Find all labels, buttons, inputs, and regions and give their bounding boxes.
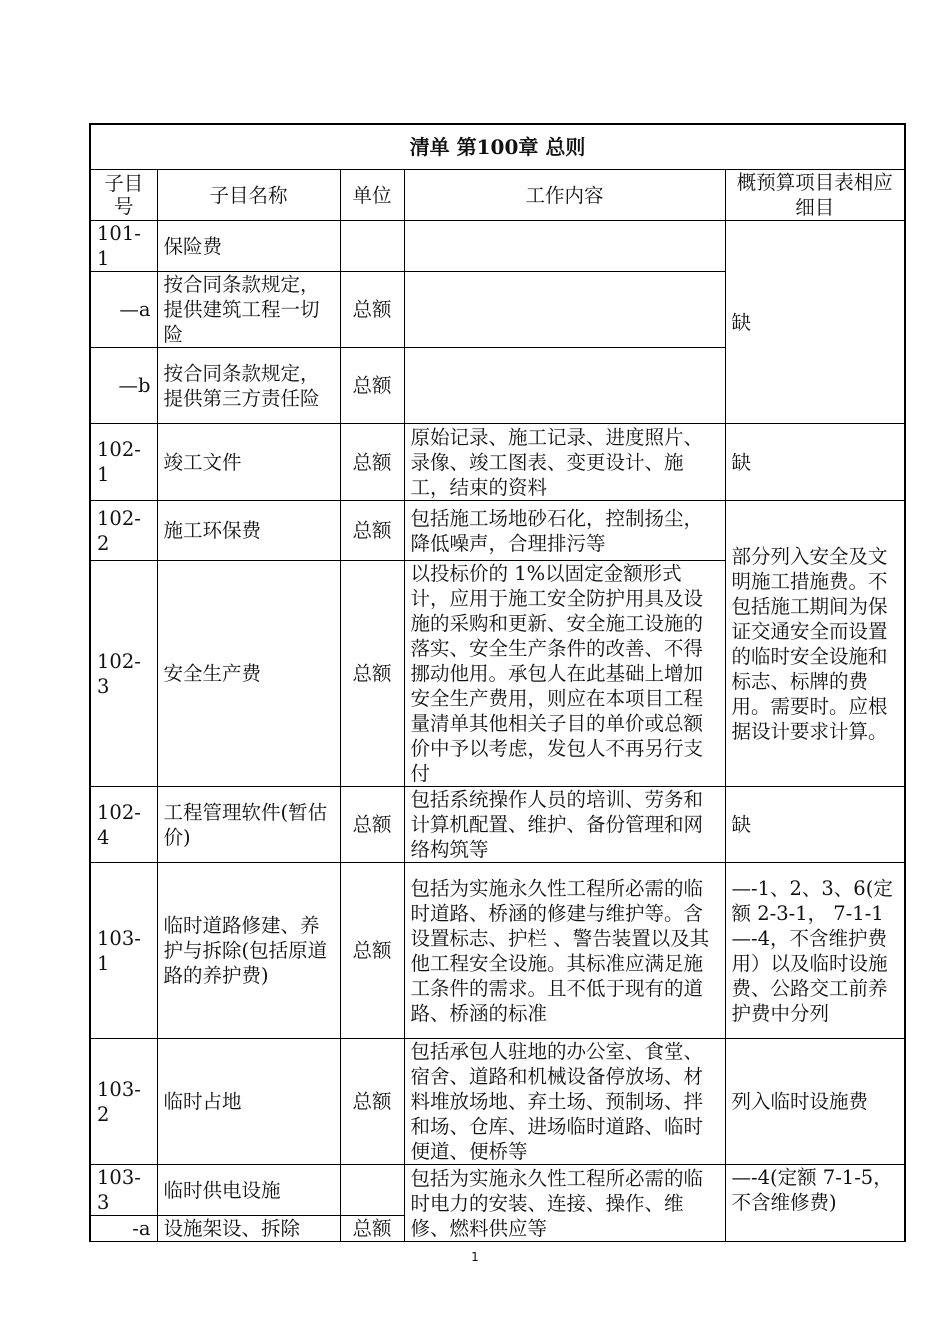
row-code: 102-3: [90, 561, 157, 787]
row-name: 设施架设、拆除: [157, 1216, 340, 1242]
header-unit: 单位: [340, 170, 404, 221]
row-unit: [340, 1165, 404, 1216]
row-budget: 部分列入安全及文明施工措施费。不包括施工期间为保证交通安全而设置的临时安全设施和标志、标牌的费用。需要时。应根据设计要求计算。: [725, 501, 905, 787]
row-budget: 列入临时设施费: [725, 1039, 905, 1165]
row-budget: —-1、2、3、6(定额 2-3-1， 7-1-1—-4，不含维护费用）以及临时设施费、公路交工前养护费中分列: [725, 863, 905, 1039]
row-content: 原始记录、施工记录、进度照片、录像、竣工图表、变更设计、施工，结束的资料: [404, 424, 725, 501]
row-content: 包括为实施永久性工程所必需的临时电力的安装、连接、操作、维修、燃料供应等: [404, 1165, 725, 1242]
row-budget: 缺: [725, 787, 905, 863]
row-name: 临时供电设施: [157, 1165, 340, 1216]
row-unit: 总额: [340, 424, 404, 501]
bill-of-quantities-table: [89, 123, 906, 1242]
row-code: 103-1: [90, 863, 157, 1039]
row-unit: 总额: [340, 863, 404, 1039]
row-content: 包括系统操作人员的培训、劳务和计算机配置、维护、备份管理和网络构筑等: [404, 787, 725, 863]
row-code: 102-1: [90, 424, 157, 501]
row-code: 102-4: [90, 787, 157, 863]
row-budget: 缺: [725, 221, 905, 424]
row-budget: 缺: [725, 424, 905, 501]
table-row: [90, 787, 905, 863]
row-code: -a: [90, 1216, 157, 1242]
header-code: 子目号: [90, 170, 157, 221]
row-budget: —-4(定额 7-1-5，不含维修费): [725, 1165, 905, 1242]
row-content: [404, 348, 725, 424]
row-unit: 总额: [340, 501, 404, 561]
row-unit: 总额: [340, 348, 404, 424]
table-row: [90, 1165, 905, 1216]
row-content: [404, 272, 725, 348]
row-content: [404, 221, 725, 272]
row-unit: 总额: [340, 561, 404, 787]
row-content: 包括承包人驻地的办公室、食堂、宿舍、道路和机械设备停放场、材料堆放场地、弃土场、预制场、拌和场、仓库、进场临时道路、临时便道、便桥等: [404, 1039, 725, 1165]
header-row: [90, 170, 905, 221]
row-code: —a: [90, 272, 157, 348]
header-content: 工作内容: [404, 170, 725, 221]
row-name: 竣工文件: [157, 424, 340, 501]
header-budget: 概预算项目表相应细目: [725, 170, 905, 221]
row-code: 103-3: [90, 1165, 157, 1216]
row-content: 包括为实施永久性工程所必需的临时道路、桥涵的修建与维护等。含设置标志、护栏 、警告装置以及其他工程安全设施。其标准应满足施工条件的需求。且不低于现有的道路、桥涵的标准: [404, 863, 725, 1039]
row-unit: 总额: [340, 272, 404, 348]
row-code: 103-2: [90, 1039, 157, 1165]
row-name: 保险费: [157, 221, 340, 272]
row-name: 按合同条款规定，提供建筑工程一切险: [157, 272, 340, 348]
row-unit: 总额: [340, 1216, 404, 1242]
table-row: [90, 863, 905, 1039]
row-code: —b: [90, 348, 157, 424]
row-name: 施工环保费: [157, 501, 340, 561]
row-code: 102-2: [90, 501, 157, 561]
title-row: [90, 124, 905, 170]
row-unit: [340, 221, 404, 272]
table-title: 清单 第100章 总则: [90, 124, 905, 170]
table-row: [90, 501, 905, 561]
table-row: [90, 424, 905, 501]
row-name: 工程管理软件(暂估价): [157, 787, 340, 863]
table-row: [90, 221, 905, 272]
row-content: 包括施工场地砂石化，控制扬尘，降低噪声，合理排污等: [404, 501, 725, 561]
row-name: 按合同条款规定，提供第三方责任险: [157, 348, 340, 424]
row-content: 以投标价的 1%以固定金额形式计，应用于施工安全防护用具及设施的采购和更新、安全施工设施的落实、安全生产条件的改善、不得挪动他用。承包人在此基础上增加安全生产费用，则应在本项目工程量清单其他相关子目的单价或总额价中予以考虑，发包人不再另行支付: [404, 561, 725, 787]
row-name: 临时占地: [157, 1039, 340, 1165]
row-name: 安全生产费: [157, 561, 340, 787]
header-name: 子目名称: [157, 170, 340, 221]
row-code: 101-1: [90, 221, 157, 272]
row-name: 临时道路修建、养护与拆除(包括原道路的养护费): [157, 863, 340, 1039]
row-unit: 总额: [340, 787, 404, 863]
page-number: 1: [471, 1250, 479, 1264]
row-unit: 总额: [340, 1039, 404, 1165]
table-row: [90, 1039, 905, 1165]
